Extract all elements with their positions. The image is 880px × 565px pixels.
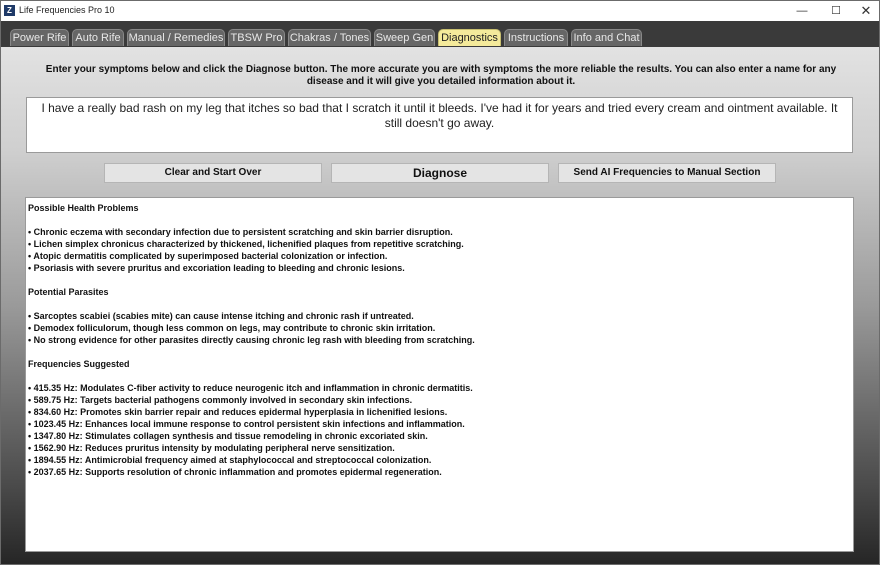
tab-info-and-chat[interactable]: Info and Chat — [571, 29, 642, 46]
symptoms-input[interactable]: I have a really bad rash on my leg that itches so bad that I scratch it until it bleeds. I've had it for years and tried every cream and ointment available. It still doesn't go away. — [26, 97, 853, 153]
diagnostics-panel — [1, 47, 879, 564]
close-button[interactable]: ✕ — [860, 3, 872, 18]
tab-auto-rife[interactable]: Auto Rife — [72, 29, 124, 46]
tab-power-rife[interactable]: Power Rife — [10, 29, 69, 46]
health-problem-item: • Psoriasis with severe pruritus and excoriation leading to bleeding and chronic lesions. — [28, 263, 405, 273]
clear-and-start-over-button[interactable]: Clear and Start Over — [104, 163, 322, 183]
diagnose-button[interactable]: Diagnose — [331, 163, 549, 183]
tab-strip — [1, 21, 879, 47]
frequency-item: • 1347.80 Hz: Stimulates collagen synthesis and tissue remodeling in chronic excoriated skin. — [28, 431, 428, 441]
tab-sweep-gen[interactable]: Sweep Gen — [374, 29, 435, 46]
health-problems-heading: Possible Health Problems — [28, 203, 139, 213]
parasite-item: • Demodex folliculorum, though less common on legs, may contribute to chronic skin irritation. — [28, 323, 436, 333]
frequency-item: • 1023.45 Hz: Enhances local immune response to control persistent skin infections and inflammation. — [28, 419, 465, 429]
parasites-heading: Potential Parasites — [28, 287, 109, 297]
frequencies-heading: Frequencies Suggested — [28, 359, 130, 369]
tab-manual-remedies[interactable]: Manual / Remedies — [127, 29, 225, 46]
health-problem-item: • Atopic dermatitis complicated by superimposed bacterial colonization or infection. — [28, 251, 388, 261]
health-problem-item: • Chronic eczema with secondary infection due to persistent scratching and skin barrier disruption. — [28, 227, 453, 237]
frequency-item: • 1562.90 Hz: Reduces pruritus intensity by modulating peripheral nerve sensitization. — [28, 443, 395, 453]
frequency-item: • 2037.65 Hz: Supports resolution of chronic inflammation and promotes epidermal regeneration. — [28, 467, 442, 477]
tab-diagnostics[interactable]: Diagnostics — [438, 29, 501, 46]
frequency-item: • 1894.55 Hz: Antimicrobial frequency aimed at staphylococcal and streptococcal colonization. — [28, 455, 432, 465]
tab-chakras-tones[interactable]: Chakras / Tones — [288, 29, 371, 46]
window-title: Life Frequencies Pro 10 — [19, 5, 115, 15]
tab-instructions[interactable]: Instructions — [504, 29, 568, 46]
tab-tbsw-pro[interactable]: TBSW Pro — [228, 29, 285, 46]
title-bar[interactable] — [1, 1, 879, 21]
parasite-item: • No strong evidence for other parasites directly causing chronic leg rash with bleeding from scratching. — [28, 335, 475, 345]
diagnostics-instructions: Enter your symptoms below and click the Diagnose button. The more accurate you are with symptoms the more reliable the results. You can also enter a name for any disease and it will give you detailed information about it. — [45, 64, 837, 87]
frequency-item: • 415.35 Hz: Modulates C-fiber activity to reduce neurogenic itch and inflammation in chronic dermatitis. — [28, 383, 473, 393]
frequency-item: • 834.60 Hz: Promotes skin barrier repair and reduces epidermal hyperplasia in lichenified lesions. — [28, 407, 448, 417]
parasite-item: • Sarcoptes scabiei (scabies mite) can cause intense itching and chronic rash if untreated. — [28, 311, 414, 321]
send-ai-frequencies-button[interactable]: Send AI Frequencies to Manual Section — [558, 163, 776, 183]
maximize-button[interactable]: ☐ — [831, 5, 841, 17]
app-logo-icon: Z — [4, 5, 15, 16]
results-panel[interactable] — [25, 197, 854, 552]
health-problem-item: • Lichen simplex chronicus characterized by thickened, lichenified plaques from repetitive scratching. — [28, 239, 464, 249]
frequency-item: • 589.75 Hz: Targets bacterial pathogens commonly involved in secondary skin infections. — [28, 395, 413, 405]
minimize-button[interactable]: — — [796, 5, 808, 17]
